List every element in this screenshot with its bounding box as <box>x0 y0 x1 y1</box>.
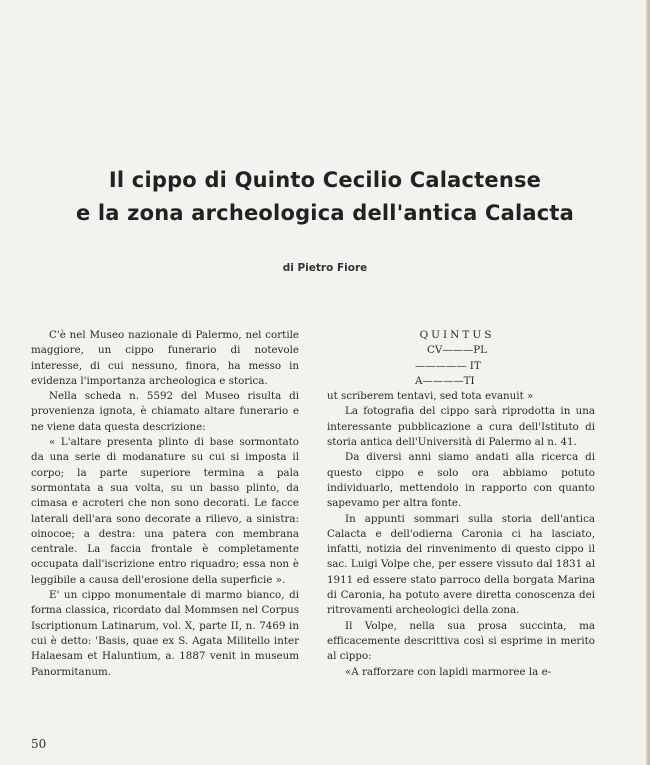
paragraph: Nella scheda n. 5592 del Museo risulta di provenienza ignota, è chiamato altare funerario e ne viene data questa descrizione: <box>31 390 299 433</box>
inscription-line-3: ————— IT <box>415 359 481 372</box>
paragraph: La fotografia del cippo sarà riprodotta in una interessante pubblicazione a cura dell'Istituto di storia antica dell'Università di Palermo al n. 41. <box>327 405 595 449</box>
inscription-block <box>397 328 517 389</box>
inscription-line-1: QUINTUS <box>419 329 495 341</box>
article-title-line-1: Il cippo di Quinto Cecilio Calactense <box>108 168 542 192</box>
inscription-line-2: CV———PL <box>427 344 487 357</box>
left-column <box>31 328 299 680</box>
paragraph: In appunti sommari sulla storia dell'antica Calacta e dell'odierna Caronia ci ha lasciato, infatti, notizia del rinvenimento di questo cippo il sac. Luigi Volpe che, per essere vissuto dal 1831 al 1911 ed essere stato parroco della borgata Marina di Caronia, ha potuto avere diretta conoscenza dei ritrovamenti archeologici della zona. <box>327 512 595 617</box>
paragraph: Da diversi anni siamo andati alla ricerca di questo cippo e solo ora abbiamo potuto individuarlo, mettendolo in rapporto con quanto sapevamo per altra fonte. <box>327 451 595 510</box>
paragraph: Il Volpe, nella sua prosa succinta, ma efficacemente descrittiva così si esprime in merito al cippo: <box>327 619 595 663</box>
article-author: di Pietro Fiore <box>282 262 368 274</box>
page-edge-shadow <box>646 0 650 765</box>
quoted-description: « L'altare presenta plinto di base sormontato da una serie di modanature su cui si imposta il corpo; la parte superiore termina a pala sormontata a sua volta, su un basso plinto, da cimasa e acroteri che non sono decorati. Le facce laterali dell'ara sono decorate a rilievo, a sinistra: oinocoe; a destra: una patera con membrana centrale. La faccia frontale è completamente occupata dall'iscrizione entro riquadro; essa non è leggibile a causa dell'erosione della superficie ». <box>31 436 299 586</box>
right-column <box>327 328 595 680</box>
paragraph: E' un cippo monumentale di marmo bianco, di forma classica, ricordato dal Mommsen nel Corpus Iscriptionum Latinarum, vol. X, parte II, n. 7469 in cui è detto: 'Basis, quae ex S. Agata Militello inter Halaesam et Haluntium, a. 1887 venit in museum Panormitanum. <box>31 589 299 678</box>
article-title-line-2: e la zona archeologica dell'antica Calacta <box>75 201 575 225</box>
inscription-line-4: A————TI <box>415 374 475 387</box>
paragraph: «A rafforzare con lapidi marmoree la e- <box>345 665 552 678</box>
page-number: 50 <box>31 737 47 751</box>
paragraph: ut scriberem tentavi, sed tota evanuit » <box>327 390 534 403</box>
paragraph: C'è nel Museo nazionale di Palermo, nel cortile maggiore, un cippo funerario di notevole interesse, di cui nessuno, finora, ha messo in evidenza l'importanza archeologica e storica. <box>31 329 299 387</box>
